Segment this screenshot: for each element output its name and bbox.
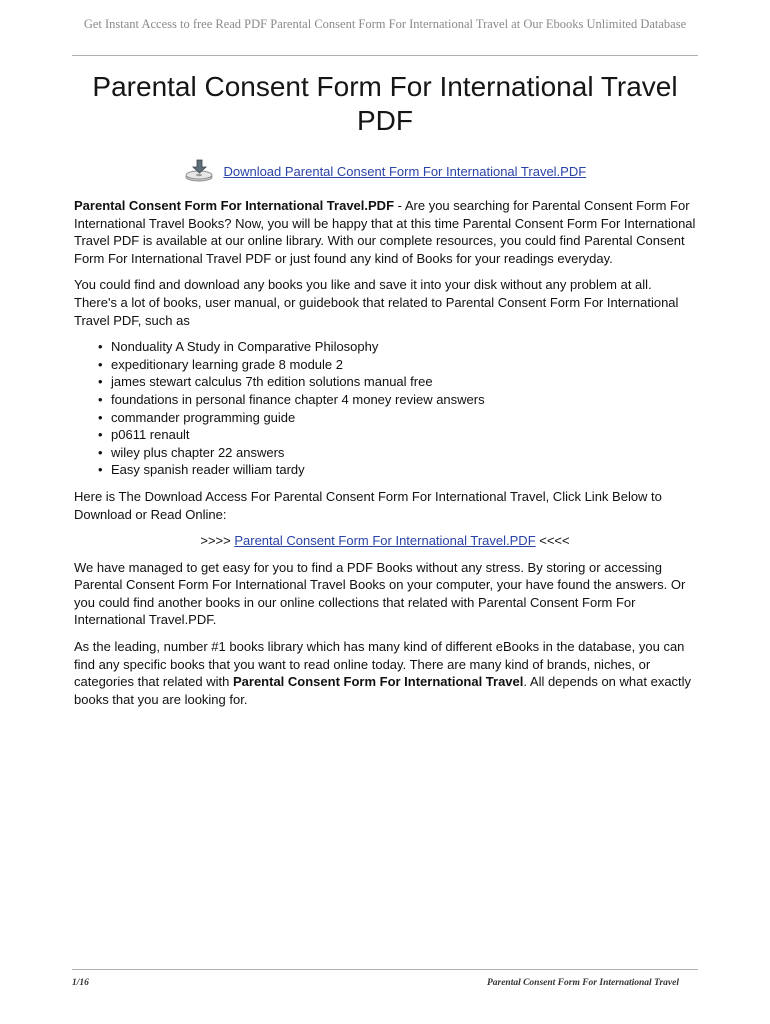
link-prefix: >>>>: [200, 533, 235, 549]
link-suffix: <<<<: [535, 533, 570, 549]
intro-bold-title: Parental Consent Form For International Travel.PDF: [74, 198, 395, 213]
list-item: • james stewart calculus 7th edition solutions manual free: [111, 373, 696, 391]
list-item: • Nonduality A Study in Comparative Philosophy: [111, 338, 696, 356]
footer-divider: [72, 969, 698, 970]
intro-text: - Are you searching for Parental Consent Form For International Travel Books? Now, you will be happy that at this time Parental Consent Form For International Travel PDF is available at our online library. With our complete resources, you could find Parental Consent Form For International Travel PDF or just found any kind of Books for your readings everyday.: [74, 198, 696, 266]
library-bold-title: Parental Consent Form For International Travel: [232, 674, 524, 690]
page-header: Get Instant Access to free Read PDF Parental Consent Form For International Travel at Our Ebooks Unlimited Database: [83, 17, 687, 31]
list-item: • foundations in personal finance chapter 4 money review answers: [111, 391, 696, 409]
list-item: • p0611 renault: [111, 426, 696, 444]
library-paragraph: [74, 638, 696, 708]
page-number: 1/16: [72, 978, 89, 988]
download-pdf-link[interactable]: Download Parental Consent Form For International Travel.PDF: [223, 164, 587, 179]
easy-find-paragraph: We have managed to get easy for you to find a PDF Books without any stress. By storing or accessing Parental Consent Form For International Travel Books on your computer, your have found the answers. Or you could find another books in our online collections that related with Parental Consent Form For International Travel.PDF.: [74, 559, 686, 628]
download-disk-icon: [184, 158, 214, 185]
download-link-row: [72, 158, 698, 186]
intro-paragraph: [74, 197, 696, 267]
list-item: • Easy spanish reader william tardy: [111, 461, 696, 479]
books-paragraph: You could find and download any books you like and save it into your disk without any problem at all. There's a lot of books, user manual, or guidebook that related to Parental Consent Form For International Travel PDF, such as: [74, 277, 679, 328]
library-text-after: . All depends on what exactly books that you are looking for.: [74, 674, 692, 707]
library-text-before: As the leading, number #1 books library which has many kind of different eBooks in the database, you can find any specific books that you want to read online today. There are many kind of brands, niches, or categories that related with: [74, 639, 685, 690]
download-access-paragraph: Here is The Download Access For Parental Consent Form For International Travel, Click Link Below to Download or Read Online:: [74, 488, 662, 522]
list-item: • wiley plus chapter 22 answers: [111, 444, 696, 462]
document-title: Parental Consent Form For International Travel PDF: [92, 71, 678, 136]
related-books-list: [74, 338, 696, 479]
read-online-pdf-link[interactable]: Parental Consent Form For International Travel.PDF: [234, 533, 536, 549]
footer-title: Parental Consent Form For International Travel: [486, 978, 679, 988]
header-divider: [72, 55, 698, 56]
list-item: • commander programming guide: [111, 409, 696, 427]
document-body: [74, 197, 696, 717]
list-item: • expeditionary learning grade 8 module 2: [111, 356, 696, 374]
read-online-link-row: [74, 532, 696, 550]
